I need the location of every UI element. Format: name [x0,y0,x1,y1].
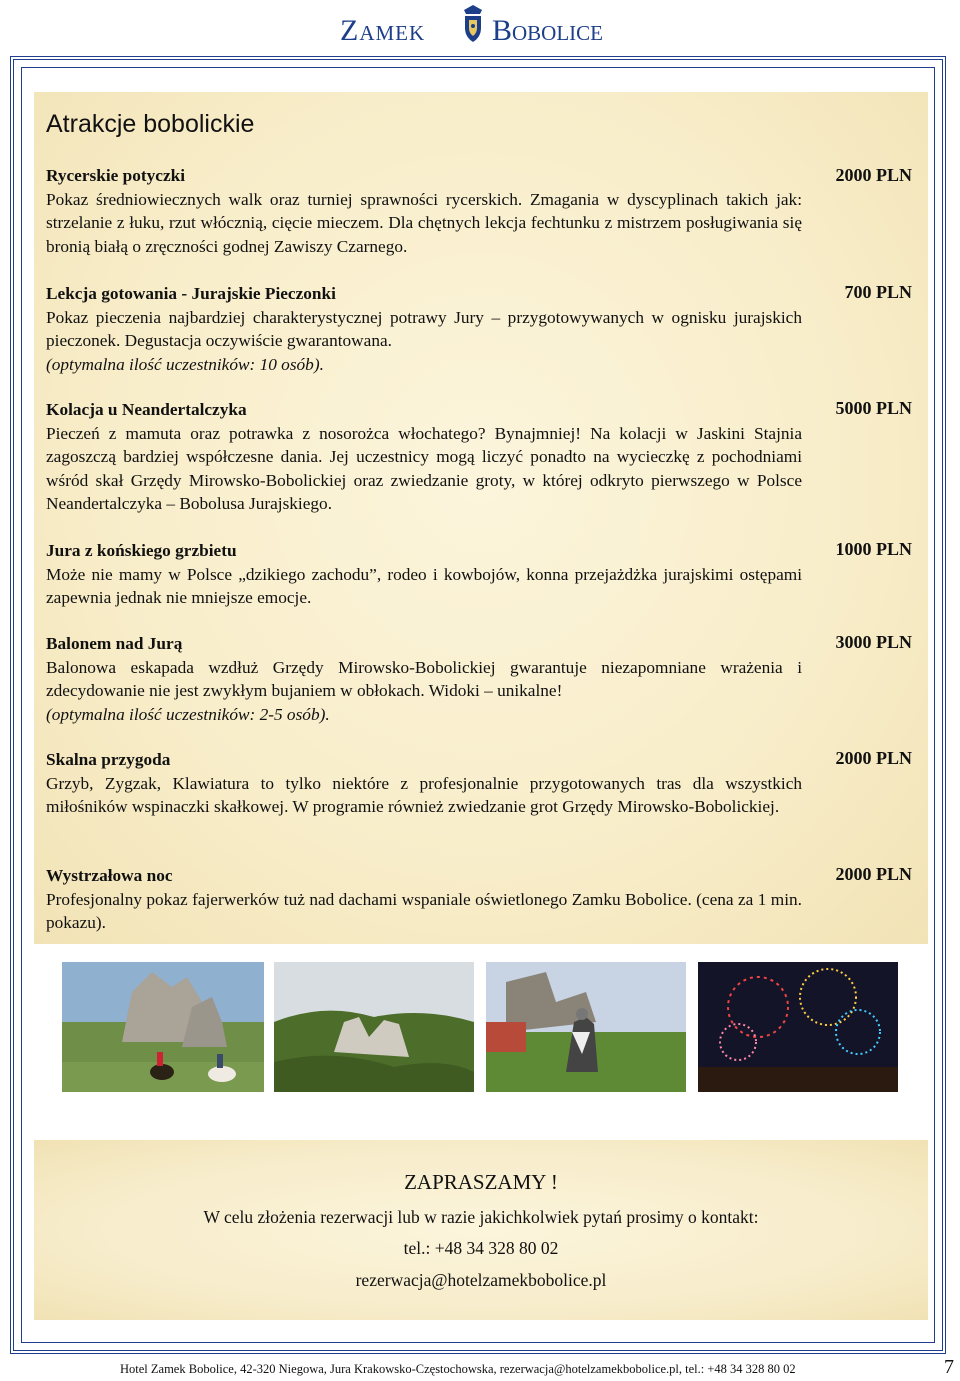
attraction-item [46,748,802,819]
attraction-price: 700 PLN [844,282,912,302]
photo-knight-tournament [486,962,686,1092]
attraction-description: Grzyb, Zygzak, Klawiatura to tylko niektóre z profesjonalnie przygotowanych tras dla wszystkich miłośników wspinaczki skałkowej. W programie również zwiedzanie grot Grzędy Mirowsko-Bobolickiej. [46,773,802,816]
page-number: 7 [944,1356,954,1378]
attraction-description: Balonowa eskapada wzdłuż Grzędy Mirowsko-Bobolickiej gwarantuje niezapomniane wrażenia i zdecydowanie nie jest zwykłym bujaniem w obłokach. Widoki – unikalne! [46,657,802,700]
attraction-price: 2000 PLN [835,165,912,185]
attraction-title: Jura z końskiego grzbietu [46,541,237,560]
attraction-item [46,864,802,935]
attraction-note: (optymalna ilość uczestników: 2-5 osób). [46,704,330,724]
attraction-title: Balonem nad Jurą [46,634,183,653]
photo-rocky-landscape [274,962,474,1092]
invite-title: ZAPRASZAMY ! [404,1170,558,1194]
attraction-item [46,539,802,610]
attraction-item [46,398,802,516]
photo-fireworks [698,962,898,1092]
attraction-price: 5000 PLN [835,398,912,418]
attraction-description: Pokaz pieczenia najbardziej charakterystycznej potrawy Jury – przygotowywanych w ognisku jurajskich pieczonek. Degustacja oczywiście gwarantowana. [46,307,802,350]
logo-text-bobolice: Bobolice [492,14,604,47]
attraction-item [46,632,802,726]
attraction-title: Skalna przygoda [46,750,171,769]
attraction-title: Kolacja u Neandertalczyka [46,400,247,419]
attraction-price: 2000 PLN [835,748,912,768]
parchment-invite-panel [34,1140,928,1320]
photo-horse-riders [62,962,264,1092]
attraction-price: 1000 PLN [835,539,912,559]
invite-email[interactable]: rezerwacja@hotelzamekbobolice.pl [355,1270,607,1290]
page-footer: Hotel Zamek Bobolice, 42-320 Niegowa, Jura Krakowsko-Częstochowska, rezerwacja@hotelzamekbobolice.pl, tel.: +48 34 328 80 02 [120,1362,796,1376]
attraction-description: Profesjonalny pokaz fajerwerków tuż nad dachami wspaniale oświetlonego Zamku Bobolice. (cena za 1 min. pokazu). [46,889,802,932]
attraction-price: 3000 PLN [835,632,912,652]
attraction-title: Rycerskie potyczki [46,166,186,185]
attraction-note: (optymalna ilość uczestników: 10 osób). [46,354,324,374]
attraction-item [46,282,802,376]
invite-contact-line: W celu złożenia rezerwacji lub w razie jakichkolwiek pytań prosimy o kontakt: [203,1207,759,1227]
invite-phone: tel.: +48 34 328 80 02 [403,1238,559,1258]
attraction-title: Lekcja gotowania - Jurajskie Pieczonki [46,284,336,303]
header-logo [0,0,960,50]
attraction-description: Pokaz średniowiecznych walk oraz turniej sprawności rycerskich. Zmagania w dyscyplinach takich jak: strzelanie z łuku, rzut włócznią, cięcie mieczem. Dla chętnych lekcja fechtunku z mistrzem posługiwania się bronią białą o zręczności godnej Zawiszy Czarnego. [46,189,802,256]
attraction-description: Pieczeń z mamuta oraz potrawka z nosorożca włochatego? Bynajmniej! Na kolacji w Jaskini Stajnia zagoszczą bardziej współczesne dania. Jej uczestnicy mogą liczyć ponadto na wycieczkę z pochodniami wśród skał Grzędy Mirowsko-Bobolickiej oraz zwiedzanie groty, w której odkryto pierwszego w Polsce Neandertalczyka – Bobolusa Jurajskiego. [46,423,802,513]
logo-text-zamek: Zamek [340,14,426,47]
crest-icon [460,4,486,44]
attraction-price: 2000 PLN [835,864,912,884]
attraction-description: Może nie mamy w Polsce „dzikiego zachodu”, rodeo i kowbojów, konna przejażdżka jurajskimi ostępami zapewnia jednak nie mniejsze emocje. [46,564,802,607]
attraction-title: Wystrzałowa noc [46,866,173,885]
attraction-item [46,164,802,258]
page-title: Atrakcje bobolickie [46,110,255,138]
